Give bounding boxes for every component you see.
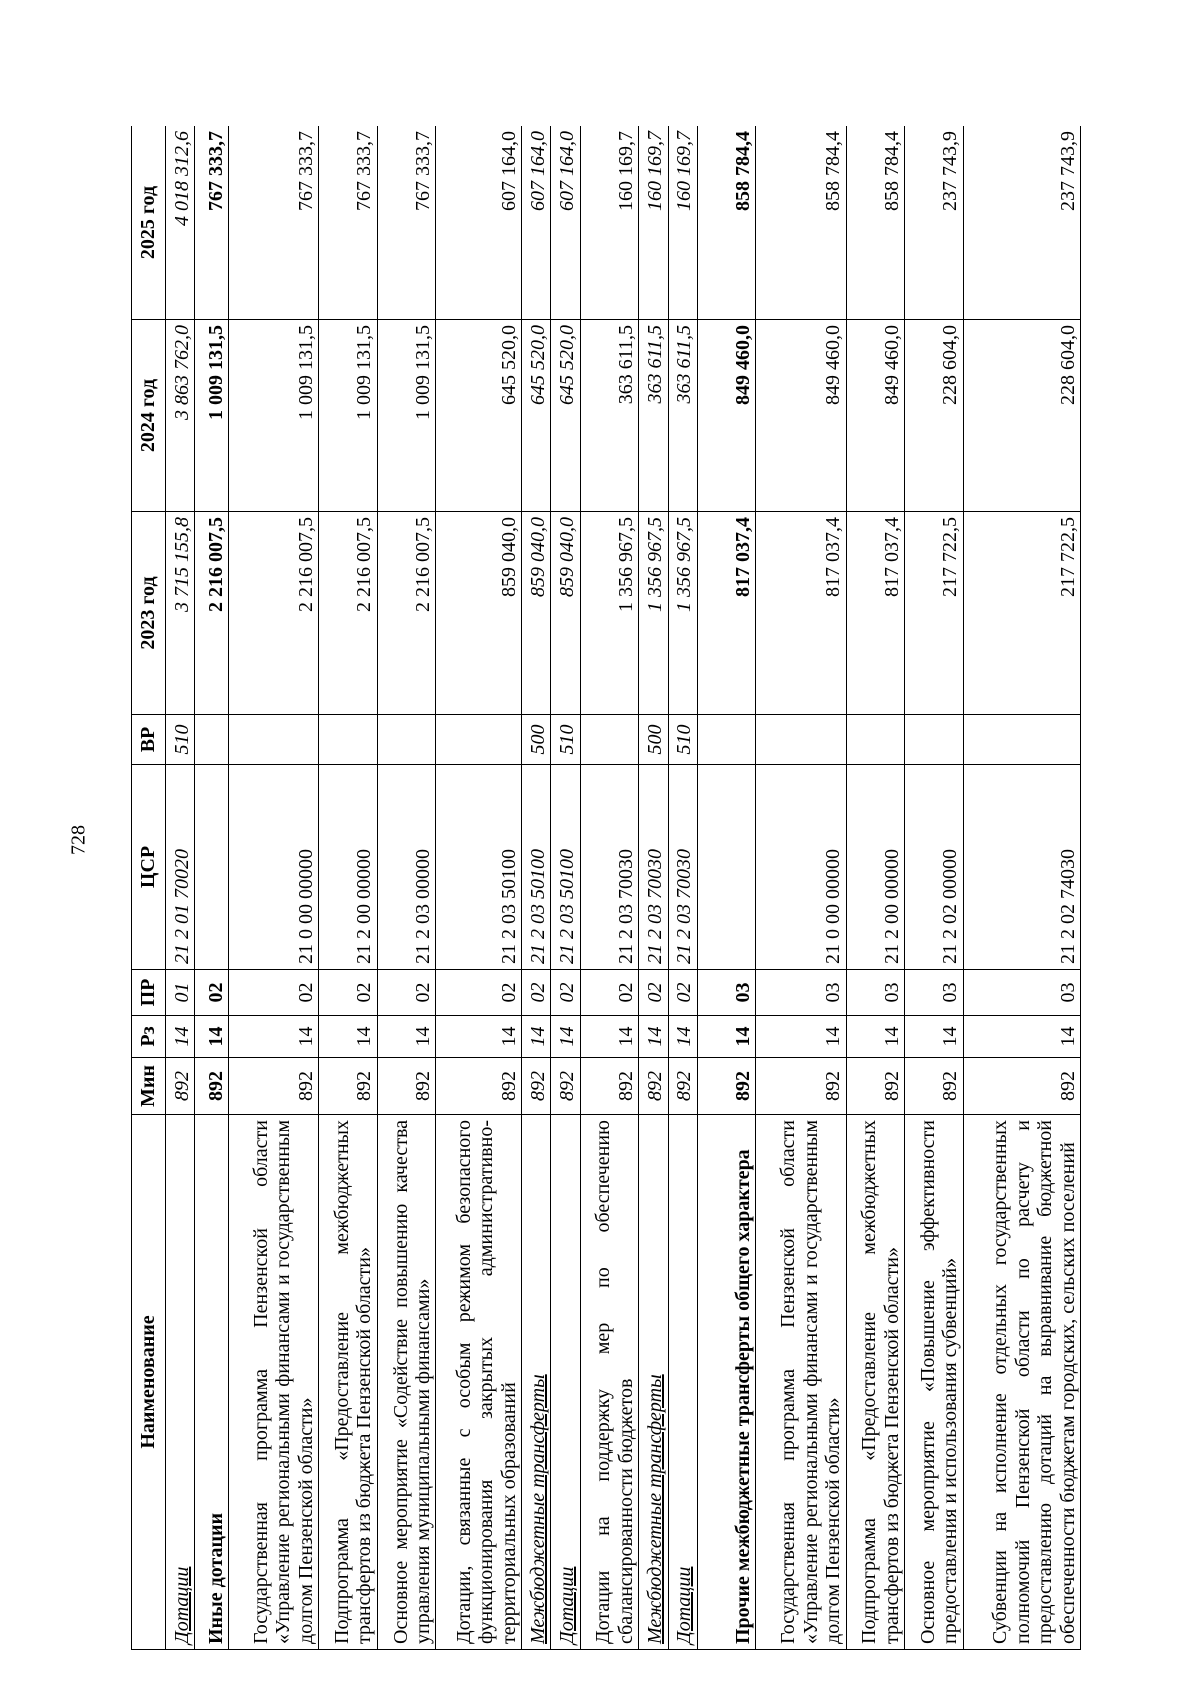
cell-2025: 160 169,7 [668,126,697,320]
cell-min: 892 [846,1058,905,1115]
cell-2023: 2 216 007,5 [195,512,229,715]
cell-2023: 1 356 967,5 [668,512,697,715]
cell-name: Подпрограмма «Предоставление межбюджетных трансфертов из бюджета Пензенской области» [846,1115,905,1650]
cell-2025: 237 743,9 [905,126,964,320]
cell-2024: 3 863 762,0 [166,320,195,512]
cell-name: Государственная программа Пензенской области «Управление региональными финансами и государственным долгом Пензенской области» [756,1115,846,1650]
cell-vr: 510 [551,715,580,765]
cell-rz: 14 [319,1016,378,1058]
cell-pr: 02 [580,970,639,1016]
cell-rz: 14 [846,1016,905,1058]
cell-2023: 2 216 007,5 [229,512,319,715]
cell-rz: 14 [905,1016,964,1058]
cell-vr [229,715,319,765]
cell-csr: 21 2 03 70030 [580,765,639,970]
header-rz: Рз [132,1016,166,1058]
cell-2024: 645 520,0 [522,320,551,512]
cell-pr: 03 [846,970,905,1016]
cell-name: Дотации, связанные с особым режимом безопасного функционирования закрытых административно-территориальных образований [436,1115,522,1650]
table-row [436,126,522,1650]
cell-vr: 510 [668,715,697,765]
cell-pr: 02 [319,970,378,1016]
header-name: Наименование [132,1115,166,1650]
cell-min: 892 [319,1058,378,1115]
cell-2025: 858 784,4 [697,126,756,320]
cell-name: Дотации [551,1115,580,1650]
cell-min: 892 [551,1058,580,1115]
cell-csr: 21 0 00 00000 [756,765,846,970]
cell-2025: 858 784,4 [846,126,905,320]
cell-2024: 1 009 131,5 [195,320,229,512]
cell-2024: 363 611,5 [580,320,639,512]
cell-min: 892 [580,1058,639,1115]
rotated-page-content [131,126,1081,1650]
cell-2025: 160 169,7 [580,126,639,320]
cell-csr [195,765,229,970]
cell-rz: 14 [166,1016,195,1058]
cell-pr: 01 [166,970,195,1016]
cell-rz: 14 [195,1016,229,1058]
cell-min: 892 [697,1058,756,1115]
cell-2023: 2 216 007,5 [377,512,436,715]
cell-vr [905,715,964,765]
header-vr: ВР [132,715,166,765]
table-row [551,126,580,1650]
cell-2024: 1 009 131,5 [377,320,436,512]
cell-min: 892 [195,1058,229,1115]
cell-2023: 1 356 967,5 [639,512,668,715]
cell-min: 892 [229,1058,319,1115]
header-2024: 2024 год [132,320,166,512]
cell-min: 892 [436,1058,522,1115]
table-row [963,126,1080,1650]
budget-table [131,126,1081,1650]
table-row [195,126,229,1650]
cell-rz: 14 [668,1016,697,1058]
cell-min: 892 [905,1058,964,1115]
cell-vr [697,715,756,765]
cell-2024: 228 604,0 [963,320,1080,512]
table-row [580,126,639,1650]
table-row [846,126,905,1650]
cell-vr: 500 [639,715,668,765]
header-2025: 2025 год [132,126,166,320]
header-pr: ПР [132,970,166,1016]
cell-pr: 02 [551,970,580,1016]
header-csr: ЦСР [132,765,166,970]
page-number: 728 [67,825,90,855]
cell-min: 892 [377,1058,436,1115]
cell-rz: 14 [522,1016,551,1058]
cell-2025: 237 743,9 [963,126,1080,320]
cell-pr: 02 [377,970,436,1016]
cell-2024: 849 460,0 [846,320,905,512]
cell-csr: 21 2 01 70020 [166,765,195,970]
cell-vr [319,715,378,765]
cell-csr: 21 2 02 00000 [905,765,964,970]
cell-2025: 767 333,7 [229,126,319,320]
cell-rz: 14 [639,1016,668,1058]
cell-vr: 500 [522,715,551,765]
cell-2025: 607 164,0 [551,126,580,320]
cell-name: Подпрограмма «Предоставление межбюджетных трансфертов из бюджета Пензенской области» [319,1115,378,1650]
table-row [522,126,551,1650]
cell-rz: 14 [697,1016,756,1058]
cell-pr: 02 [522,970,551,1016]
cell-name: Основное мероприятие «Повышение эффективности предоставления и использования субвенций» [905,1115,964,1650]
cell-csr: 21 2 03 50100 [551,765,580,970]
cell-name: Иные дотации [195,1115,229,1650]
cell-pr: 02 [195,970,229,1016]
cell-vr [963,715,1080,765]
cell-pr: 03 [905,970,964,1016]
cell-min: 892 [522,1058,551,1115]
table-row [377,126,436,1650]
cell-min: 892 [166,1058,195,1115]
cell-2023: 3 715 155,8 [166,512,195,715]
cell-2024: 645 520,0 [436,320,522,512]
cell-vr [377,715,436,765]
cell-min: 892 [639,1058,668,1115]
cell-2025: 160 169,7 [639,126,668,320]
cell-2024: 228 604,0 [905,320,964,512]
cell-2023: 817 037,4 [756,512,846,715]
cell-2024: 645 520,0 [551,320,580,512]
header-min: Мин [132,1058,166,1115]
cell-rz: 14 [377,1016,436,1058]
cell-vr: 510 [166,715,195,765]
cell-2025: 607 164,0 [436,126,522,320]
cell-name: Дотации на поддержку мер по обеспечению сбалансированности бюджетов [580,1115,639,1650]
table-row [229,126,319,1650]
cell-vr [756,715,846,765]
cell-2023: 1 356 967,5 [580,512,639,715]
cell-min: 892 [668,1058,697,1115]
cell-2025: 767 333,7 [377,126,436,320]
table-header-row [132,126,166,1650]
cell-2023: 859 040,0 [522,512,551,715]
cell-2023: 817 037,4 [697,512,756,715]
cell-csr: 21 2 03 50100 [436,765,522,970]
cell-name: Основное мероприятие «Содействие повышению качества управления муниципальными финансами» [377,1115,436,1650]
cell-2023: 859 040,0 [436,512,522,715]
cell-2023: 859 040,0 [551,512,580,715]
cell-pr: 03 [963,970,1080,1016]
cell-name: Субвенции на исполнение отдельных государственных полномочий Пензенской области по расчету и предоставлению дотаций на выравнивание бюджетной обеспеченности бюджетам городских, сельских поселений [963,1115,1080,1650]
table-row [756,126,846,1650]
cell-2024: 1 009 131,5 [229,320,319,512]
cell-name: Межбюджетные трансферты [522,1115,551,1650]
cell-pr: 02 [639,970,668,1016]
cell-2025: 4 018 312,6 [166,126,195,320]
cell-2025: 858 784,4 [756,126,846,320]
cell-name: Дотации [668,1115,697,1650]
cell-min: 892 [963,1058,1080,1115]
cell-pr: 02 [229,970,319,1016]
cell-2025: 767 333,7 [195,126,229,320]
table-row [668,126,697,1650]
cell-name: Государственная программа Пензенской области «Управление региональными финансами и государственным долгом Пензенской области» [229,1115,319,1650]
cell-name: Прочие межбюджетные трансферты общего характера [697,1115,756,1650]
cell-pr: 03 [697,970,756,1016]
cell-rz: 14 [580,1016,639,1058]
cell-csr [697,765,756,970]
cell-2024: 363 611,5 [668,320,697,512]
cell-2025: 767 333,7 [319,126,378,320]
cell-2025: 607 164,0 [522,126,551,320]
cell-rz: 14 [229,1016,319,1058]
cell-csr: 21 2 00 00000 [846,765,905,970]
cell-2023: 217 722,5 [905,512,964,715]
cell-2024: 849 460,0 [756,320,846,512]
cell-pr: 02 [436,970,522,1016]
table-body [166,126,1081,1650]
cell-pr: 02 [668,970,697,1016]
table-row [697,126,756,1650]
cell-name: Дотации [166,1115,195,1650]
cell-rz: 14 [756,1016,846,1058]
cell-csr: 21 2 03 00000 [377,765,436,970]
cell-2023: 217 722,5 [963,512,1080,715]
table-row [319,126,378,1650]
cell-2024: 1 009 131,5 [319,320,378,512]
cell-pr: 03 [756,970,846,1016]
cell-csr: 21 0 00 00000 [229,765,319,970]
cell-name: Межбюджетные трансферты [639,1115,668,1650]
cell-rz: 14 [551,1016,580,1058]
table-row [905,126,964,1650]
cell-vr [580,715,639,765]
cell-vr [846,715,905,765]
table-row [639,126,668,1650]
header-2023: 2023 год [132,512,166,715]
cell-rz: 14 [963,1016,1080,1058]
cell-2023: 817 037,4 [846,512,905,715]
cell-rz: 14 [436,1016,522,1058]
cell-2024: 363 611,5 [639,320,668,512]
cell-csr: 21 2 03 70030 [668,765,697,970]
cell-csr: 21 2 00 00000 [319,765,378,970]
cell-csr: 21 2 03 70030 [639,765,668,970]
cell-csr: 21 2 02 74030 [963,765,1080,970]
cell-min: 892 [756,1058,846,1115]
cell-csr: 21 2 03 50100 [522,765,551,970]
cell-2024: 849 460,0 [697,320,756,512]
table-row [166,126,195,1650]
cell-2023: 2 216 007,5 [319,512,378,715]
cell-vr [436,715,522,765]
cell-vr [195,715,229,765]
